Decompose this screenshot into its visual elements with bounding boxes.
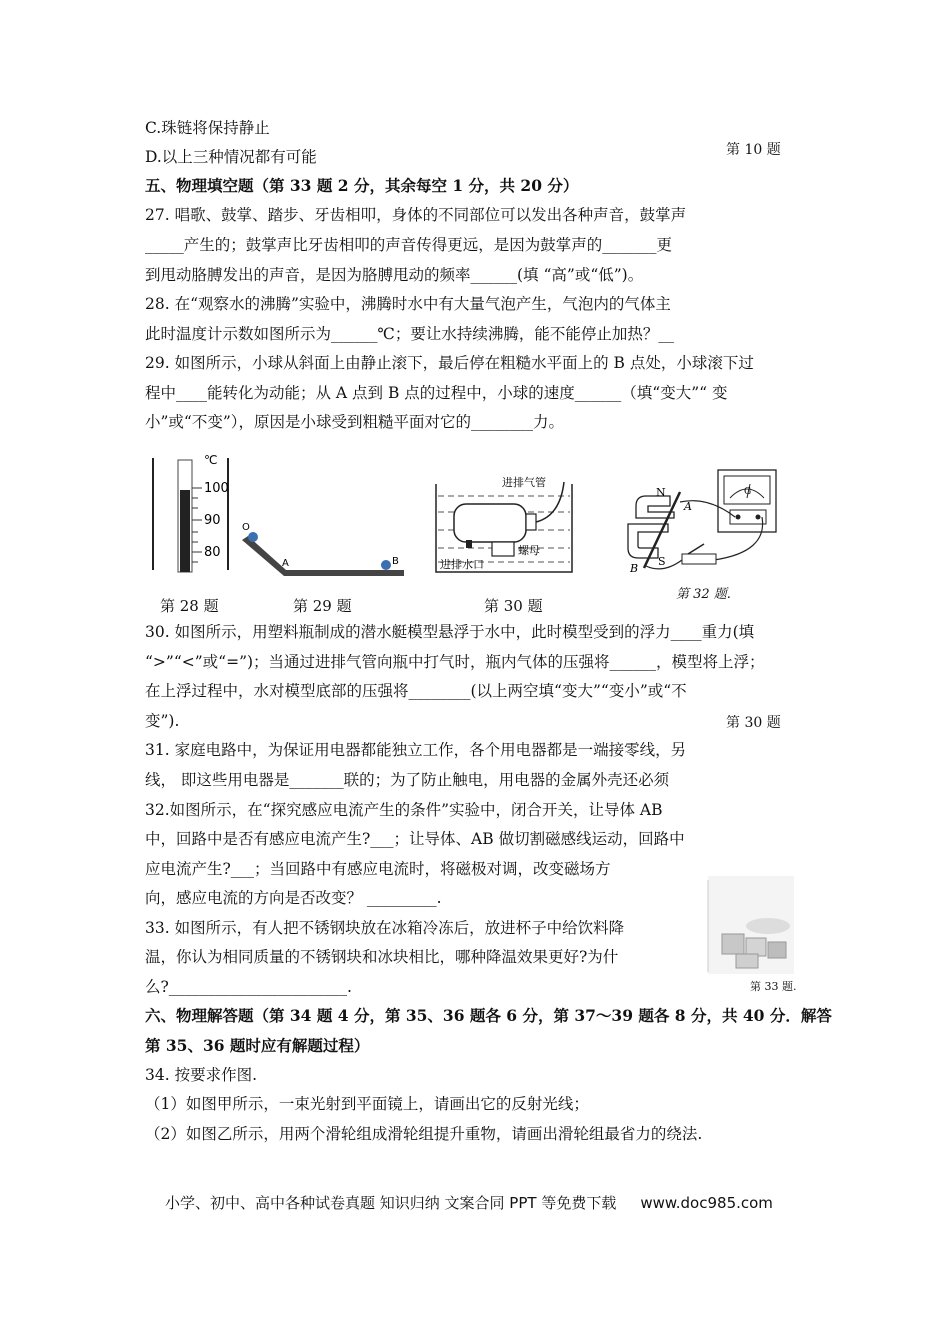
label-a: A (282, 558, 289, 569)
option-d: D.以上三种情况都有可能 (145, 148, 317, 166)
question-29-line-1: 29. 如图所示，小球从斜面上由静止滚下，最后停在粗糙水平面上的 B 点处，小球滚下过 (145, 354, 754, 372)
submarine-figure (432, 468, 582, 578)
section-6-heading: 六、物理解答题（第 34 题 4 分，第 35、36 题各 6 分，第 37～39 题各 8 分，共 40 分．解答 (145, 1006, 832, 1025)
question-28-line-2: 此时温度计示数如图所示为______℃；要让水持续沸腾，能不能停止加热？__ (145, 325, 674, 343)
question-27-line-1: 27. 唱歌、鼓掌、踏步、牙齿相叩，身体的不同部位可以发出各种声音，鼓掌声 (145, 206, 687, 224)
footer-text: 小学、初中、高中各种试卷真题 知识归纳 文案合同 PPT 等免费下载 (165, 1194, 617, 1212)
question-33-line-2: 温，你认为相同质量的不锈钢块和冰块相比，哪种降温效果更好?为什 (145, 948, 619, 966)
caption-q29: 第 29 题 (293, 597, 352, 615)
tick-100: 100 (204, 481, 229, 496)
conductor-b: B (630, 562, 639, 575)
section-5-heading: 五、物理填空题（第 33 题 2 分，其余每空 1 分，共 20 分） (145, 176, 579, 195)
question-30-line-4: 变”). (145, 712, 180, 730)
slope-figure (240, 518, 410, 580)
caption-q32: 第 32 题. (676, 587, 731, 602)
question-31-line-1: 31. 家庭电路中，为保证用电器都能独立工作，各个用电器都是一端接零线，另 (145, 741, 687, 759)
label-o: O (242, 522, 250, 533)
label-air-pipe: 进排气管 (502, 476, 546, 489)
question-34: 34. 按要求作图. (145, 1066, 258, 1084)
question-34-part-1: （1）如图甲所示，一束光射到平面镜上，请画出它的反射光线； (145, 1095, 589, 1113)
caption-q33: 第 33 题. (750, 980, 797, 993)
tick-80: 80 (204, 545, 221, 560)
steel-cubes-figure (698, 876, 796, 974)
question-29-line-3: 小”或“不变”），原因是小球受到粗糙平面对它的________力。 (145, 413, 565, 431)
option-c: C.珠链将保持静止 (145, 119, 270, 137)
induction-figure (618, 462, 788, 582)
question-27-line-3: 到甩动胳膊发出的声音，是因为胳膊甩动的频率______(填 “高”或“低”)。 (145, 266, 644, 284)
question-28-line-1: 28. 在“观察水的沸腾”实验中，沸腾时水中有大量气泡产生，气泡内的气体主 (145, 295, 671, 313)
thermometer-unit: ℃ (204, 453, 218, 467)
tick-90: 90 (204, 513, 221, 528)
question-30-line-1: 30. 如图所示，用塑料瓶制成的潜水艇模型悬浮于水中，此时模型受到的浮力____重力(填 (145, 623, 755, 641)
section-6-heading-cont: 第 35、36 题时应有解题过程） (145, 1036, 370, 1055)
pole-n: N (656, 486, 666, 499)
caption-q30-right: 第 30 题 (726, 715, 781, 731)
footer-url[interactable]: www.doc985.com (640, 1194, 773, 1212)
question-27-line-2: _____产生的；鼓掌声比牙齿相叩的声音传得更远，是因为鼓掌声的_______更 (145, 236, 673, 254)
question-30-line-3: 在上浮过程中，水对模型底部的压强将________(以上两空填“变大”“变小”或“不 (145, 682, 687, 700)
question-33-line-3: 么?_______________________. (145, 978, 352, 996)
question-32-line-3: 应电流产生?___；当回路中有感应电流时，将磁极对调，改变磁场方 (145, 860, 611, 878)
caption-q28: 第 28 题 (160, 597, 219, 615)
question-32-line-1: 32.如图所示，在“探究感应电流产生的条件”实验中，闭合开关，让导体 AB (145, 801, 663, 819)
cropped-figure-area-2 (716, 735, 836, 865)
question-33-line-1: 33. 如图所示，有人把不锈钢块放在冰箱冷冻后，放进杯子中给饮料降 (145, 919, 625, 937)
caption-q30: 第 30 题 (484, 597, 543, 615)
question-32-line-2: 中，回路中是否有感应电流产生?___；让导体、AB 做切割磁感线运动，回路中 (145, 830, 685, 848)
caption-q10: 第 10 题 (726, 142, 781, 158)
pole-s: S (658, 555, 666, 568)
question-29-line-2: 程中____能转化为动能；从 A 点到 B 点的过程中，小球的速度______（填“变大”“ 变 (145, 384, 728, 402)
cropped-figure-area (716, 200, 836, 340)
question-30-line-2: “>”“<”或“=”)；当通过进排气管向瓶中打气时，瓶内气体的压强将______，模型将上浮； (145, 653, 765, 671)
conductor-a: A (684, 500, 692, 513)
question-31-line-2: 线， 即这些用电器是_______联的；为了防止触电，用电器的金属外壳还必须 (145, 771, 670, 789)
label-nut: 螺母 (518, 544, 540, 557)
question-32-line-4: 向，感应电流的方向是否改变？ _________. (145, 889, 442, 907)
question-34-part-2: （2）如图乙所示，用两个滑轮组成滑轮组提升重物，请画出滑轮组最省力的绕法. (145, 1125, 703, 1143)
page-footer (165, 1192, 773, 1213)
meter-g: G (744, 487, 752, 497)
label-water-inlet: 进排水口 (440, 558, 484, 571)
thermometer-figure (150, 452, 235, 574)
label-b: B (392, 556, 399, 567)
